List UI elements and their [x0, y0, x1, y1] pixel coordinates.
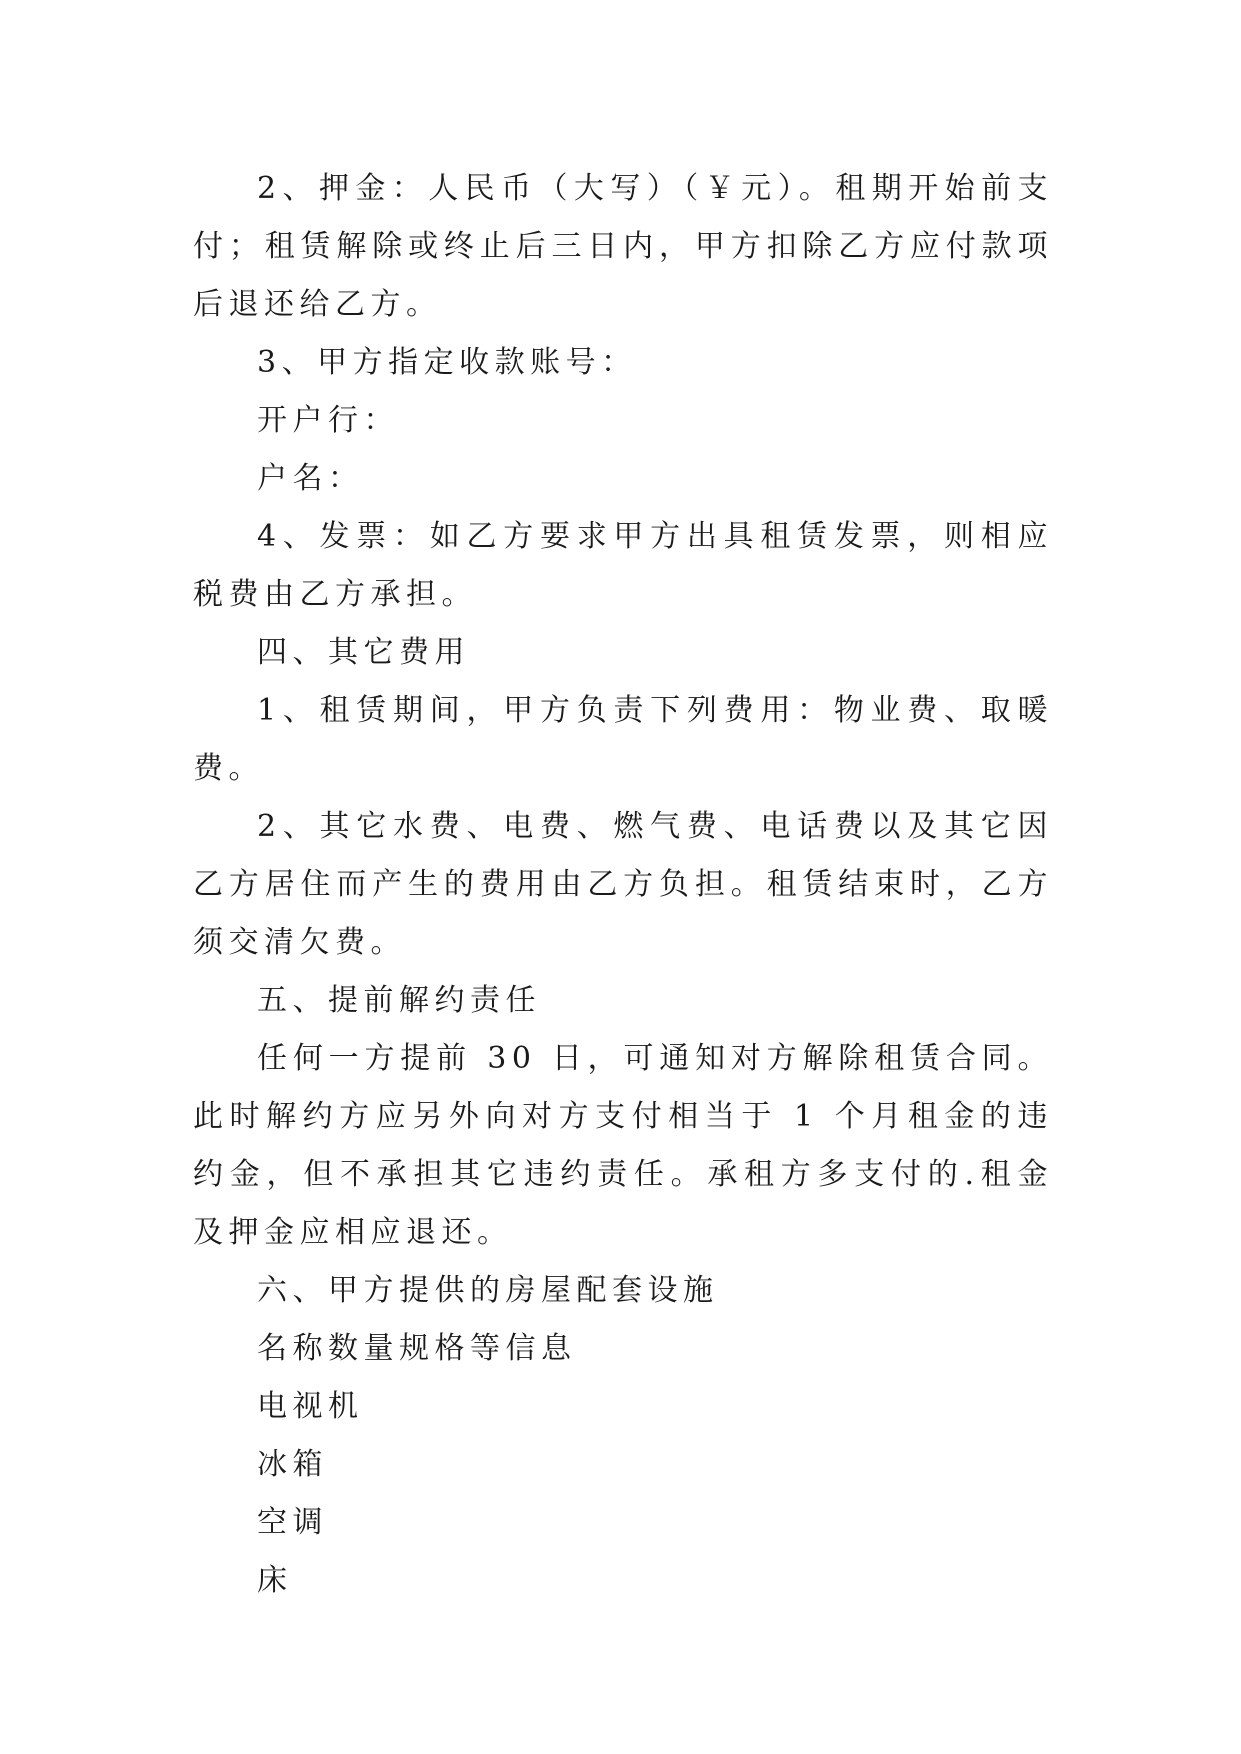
facility-item: 冰箱: [257, 1447, 328, 1482]
facilities-header: 名称数量规格等信息: [257, 1331, 577, 1366]
facility-item: 床: [257, 1563, 293, 1598]
paragraph-deposit: 2、押金：人民币（大写）（￥元）。租期开始前支付；租赁解除或终止后三日内，甲方扣除乙方应付款项后退还给乙方。: [193, 171, 1053, 322]
facility-item: 空调: [257, 1505, 328, 1540]
paragraph-early-termination: 任何一方提前 30 日，可通知对方解除租赁合同。此时解约方应另外向对方支付相当于 1 个月租金的违约金，但不承担其它违约责任。承租方多支付的.租金及押金应相应退还。: [193, 1041, 1053, 1250]
paragraph-account-name: 户名：: [257, 461, 364, 496]
paragraph-fees-tenant: 2、其它水费、电费、燃气费、电话费以及其它因乙方居住而产生的费用由乙方负担。租赁结束时，乙方须交清欠费。: [193, 809, 1053, 960]
paragraph-account: 3、甲方指定收款账号：: [257, 345, 637, 380]
section-heading-other-fees: 四、其它费用: [257, 635, 470, 670]
facility-item: 电视机: [257, 1389, 364, 1424]
section-heading-facilities: 六、甲方提供的房屋配套设施: [257, 1273, 719, 1308]
paragraph-invoice: 4、发票：如乙方要求甲方出具租赁发票，则相应税费由乙方承担。: [193, 519, 1053, 612]
section-heading-early-termination: 五、提前解约责任: [257, 983, 541, 1018]
document-body: [193, 160, 1053, 1610]
paragraph-bank: 开户行：: [257, 403, 399, 438]
paragraph-fees-landlord: 1、租赁期间，甲方负责下列费用：物业费、取暖费。: [193, 693, 1053, 786]
